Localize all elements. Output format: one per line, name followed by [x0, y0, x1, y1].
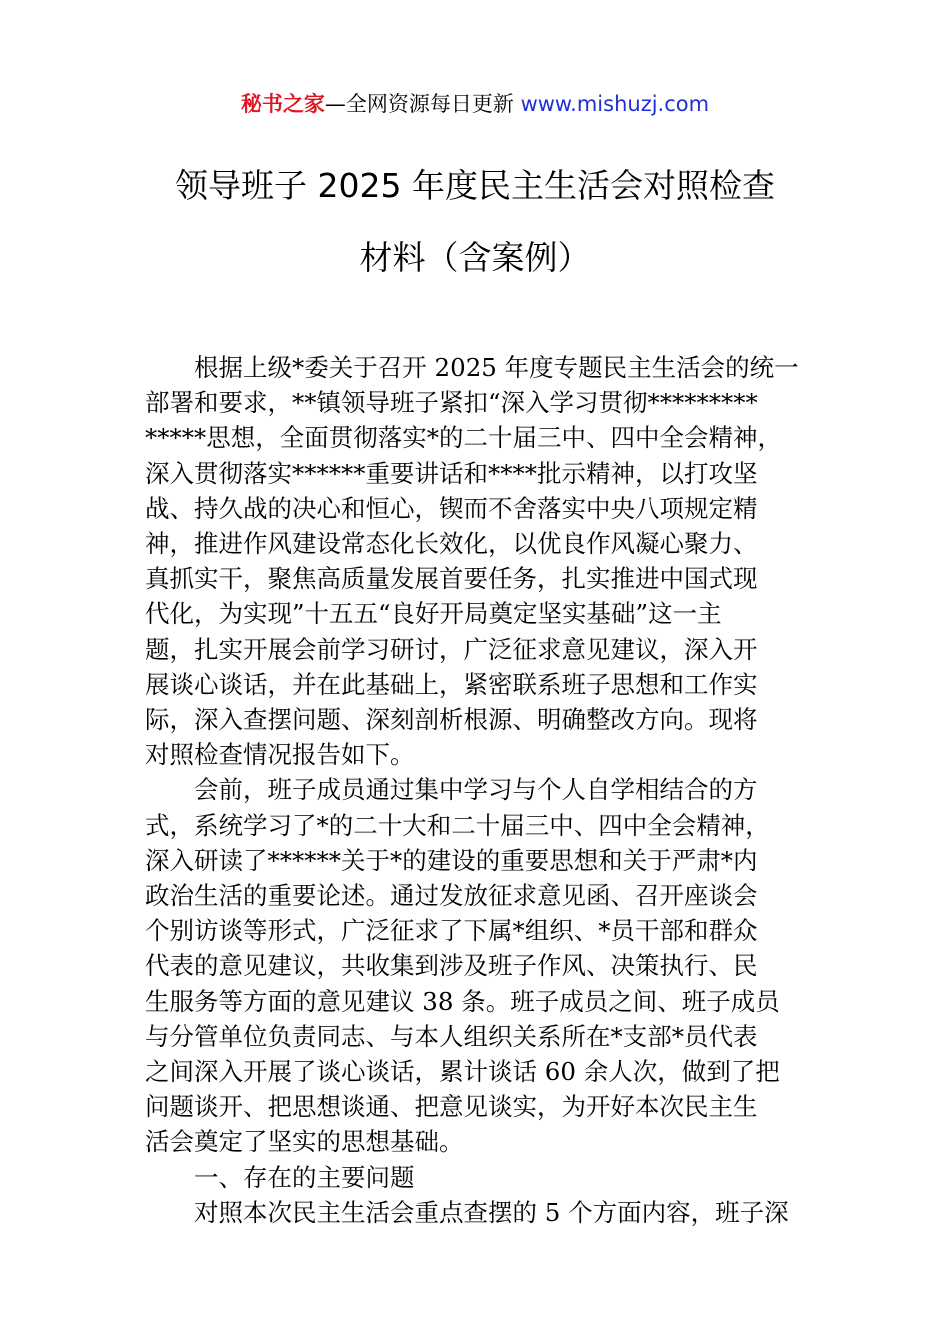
paragraph-line: 神，推进作风建设常态化长效化，以优良作风凝心聚力、 [145, 529, 758, 559]
paragraph-line: 与分管单位负责同志、与本人组织关系所在*支部*员代表 [145, 1021, 758, 1051]
paragraph-line: 部署和要求，**镇领导班子紧扣“深入学习贯彻********* [145, 388, 758, 418]
paragraph-line: 个别访谈等形式，广泛征求了下属*组织、*员干部和群众 [145, 916, 758, 946]
paragraph-line: 深入贯彻落实******重要讲话和****批示精神，以打攻坚 [145, 458, 758, 488]
paragraph-line: 深入研读了******关于*的建设的重要思想和关于严肃*内 [145, 845, 758, 875]
paragraph-line: 代化，为实现”十五五“良好开局奠定坚实基础”这一主 [145, 599, 722, 629]
paragraph-line: 对照检查情况报告如下。 [145, 740, 415, 770]
document-title [100, 158, 850, 302]
paragraph-line: 会前，班子成员通过集中学习与个人自学相结合的方 [194, 775, 758, 805]
paragraph-line: 活会奠定了坚实的思想基础。 [145, 1127, 464, 1157]
document-body [145, 350, 810, 1230]
title-line: 领导班子 2025 年度民主生活会对照检查 [175, 166, 775, 205]
site-url-link[interactable]: www.mishuzj.com [520, 92, 710, 116]
paragraph-line: 真抓实干，聚焦高质量发展首要任务，扎实推进中国式现 [145, 564, 758, 594]
paragraph-line: 根据上级*委关于召开 2025 年度专题民主生活会的统一 [194, 353, 799, 382]
site-tagline: —全网资源每日更新 [324, 92, 521, 116]
site-brand: 秘书之家 [240, 92, 325, 116]
title-line: 材料（含案例） [359, 238, 591, 277]
paragraph-line: 之间深入开展了谈心谈话，累计谈话 60 余人次，做到了把 [145, 1057, 780, 1087]
paragraph-line: 际，深入查摆问题、深刻剖析根源、明确整改方向。现将 [145, 705, 758, 735]
site-header [0, 88, 950, 120]
paragraph-line: 对照本次民主生活会重点查摆的 5 个方面内容，班子深 [194, 1197, 789, 1227]
paragraph-line: *****思想，全面贯彻落实*的二十届三中、四中全会精神， [145, 423, 782, 453]
paragraph-line: 问题谈开、把思想谈通、把意见谈实，为开好本次民主生 [145, 1092, 758, 1122]
paragraph-line: 展谈心谈话，并在此基础上，紧密联系班子思想和工作实 [145, 669, 758, 699]
paragraph-line: 战、持久战的决心和恒心，锲而不舍落实中央八项规定精 [145, 493, 758, 523]
paragraph-line: 政治生活的重要论述。通过发放征求意见函、召开座谈会 [145, 881, 758, 911]
paragraph-line: 式，系统学习了*的二十大和二十届三中、四中全会精神， [145, 810, 770, 840]
paragraph-line: 代表的意见建议，共收集到涉及班子作风、决策执行、民 [145, 951, 758, 981]
paragraph-line: 生服务等方面的意见建议 38 条。班子成员之间、班子成员 [145, 986, 780, 1016]
paragraph-line: 题，扎实开展会前学习研讨，广泛征求意见建议，深入开 [145, 634, 758, 664]
section-heading: 一、存在的主要问题 [194, 1162, 415, 1192]
